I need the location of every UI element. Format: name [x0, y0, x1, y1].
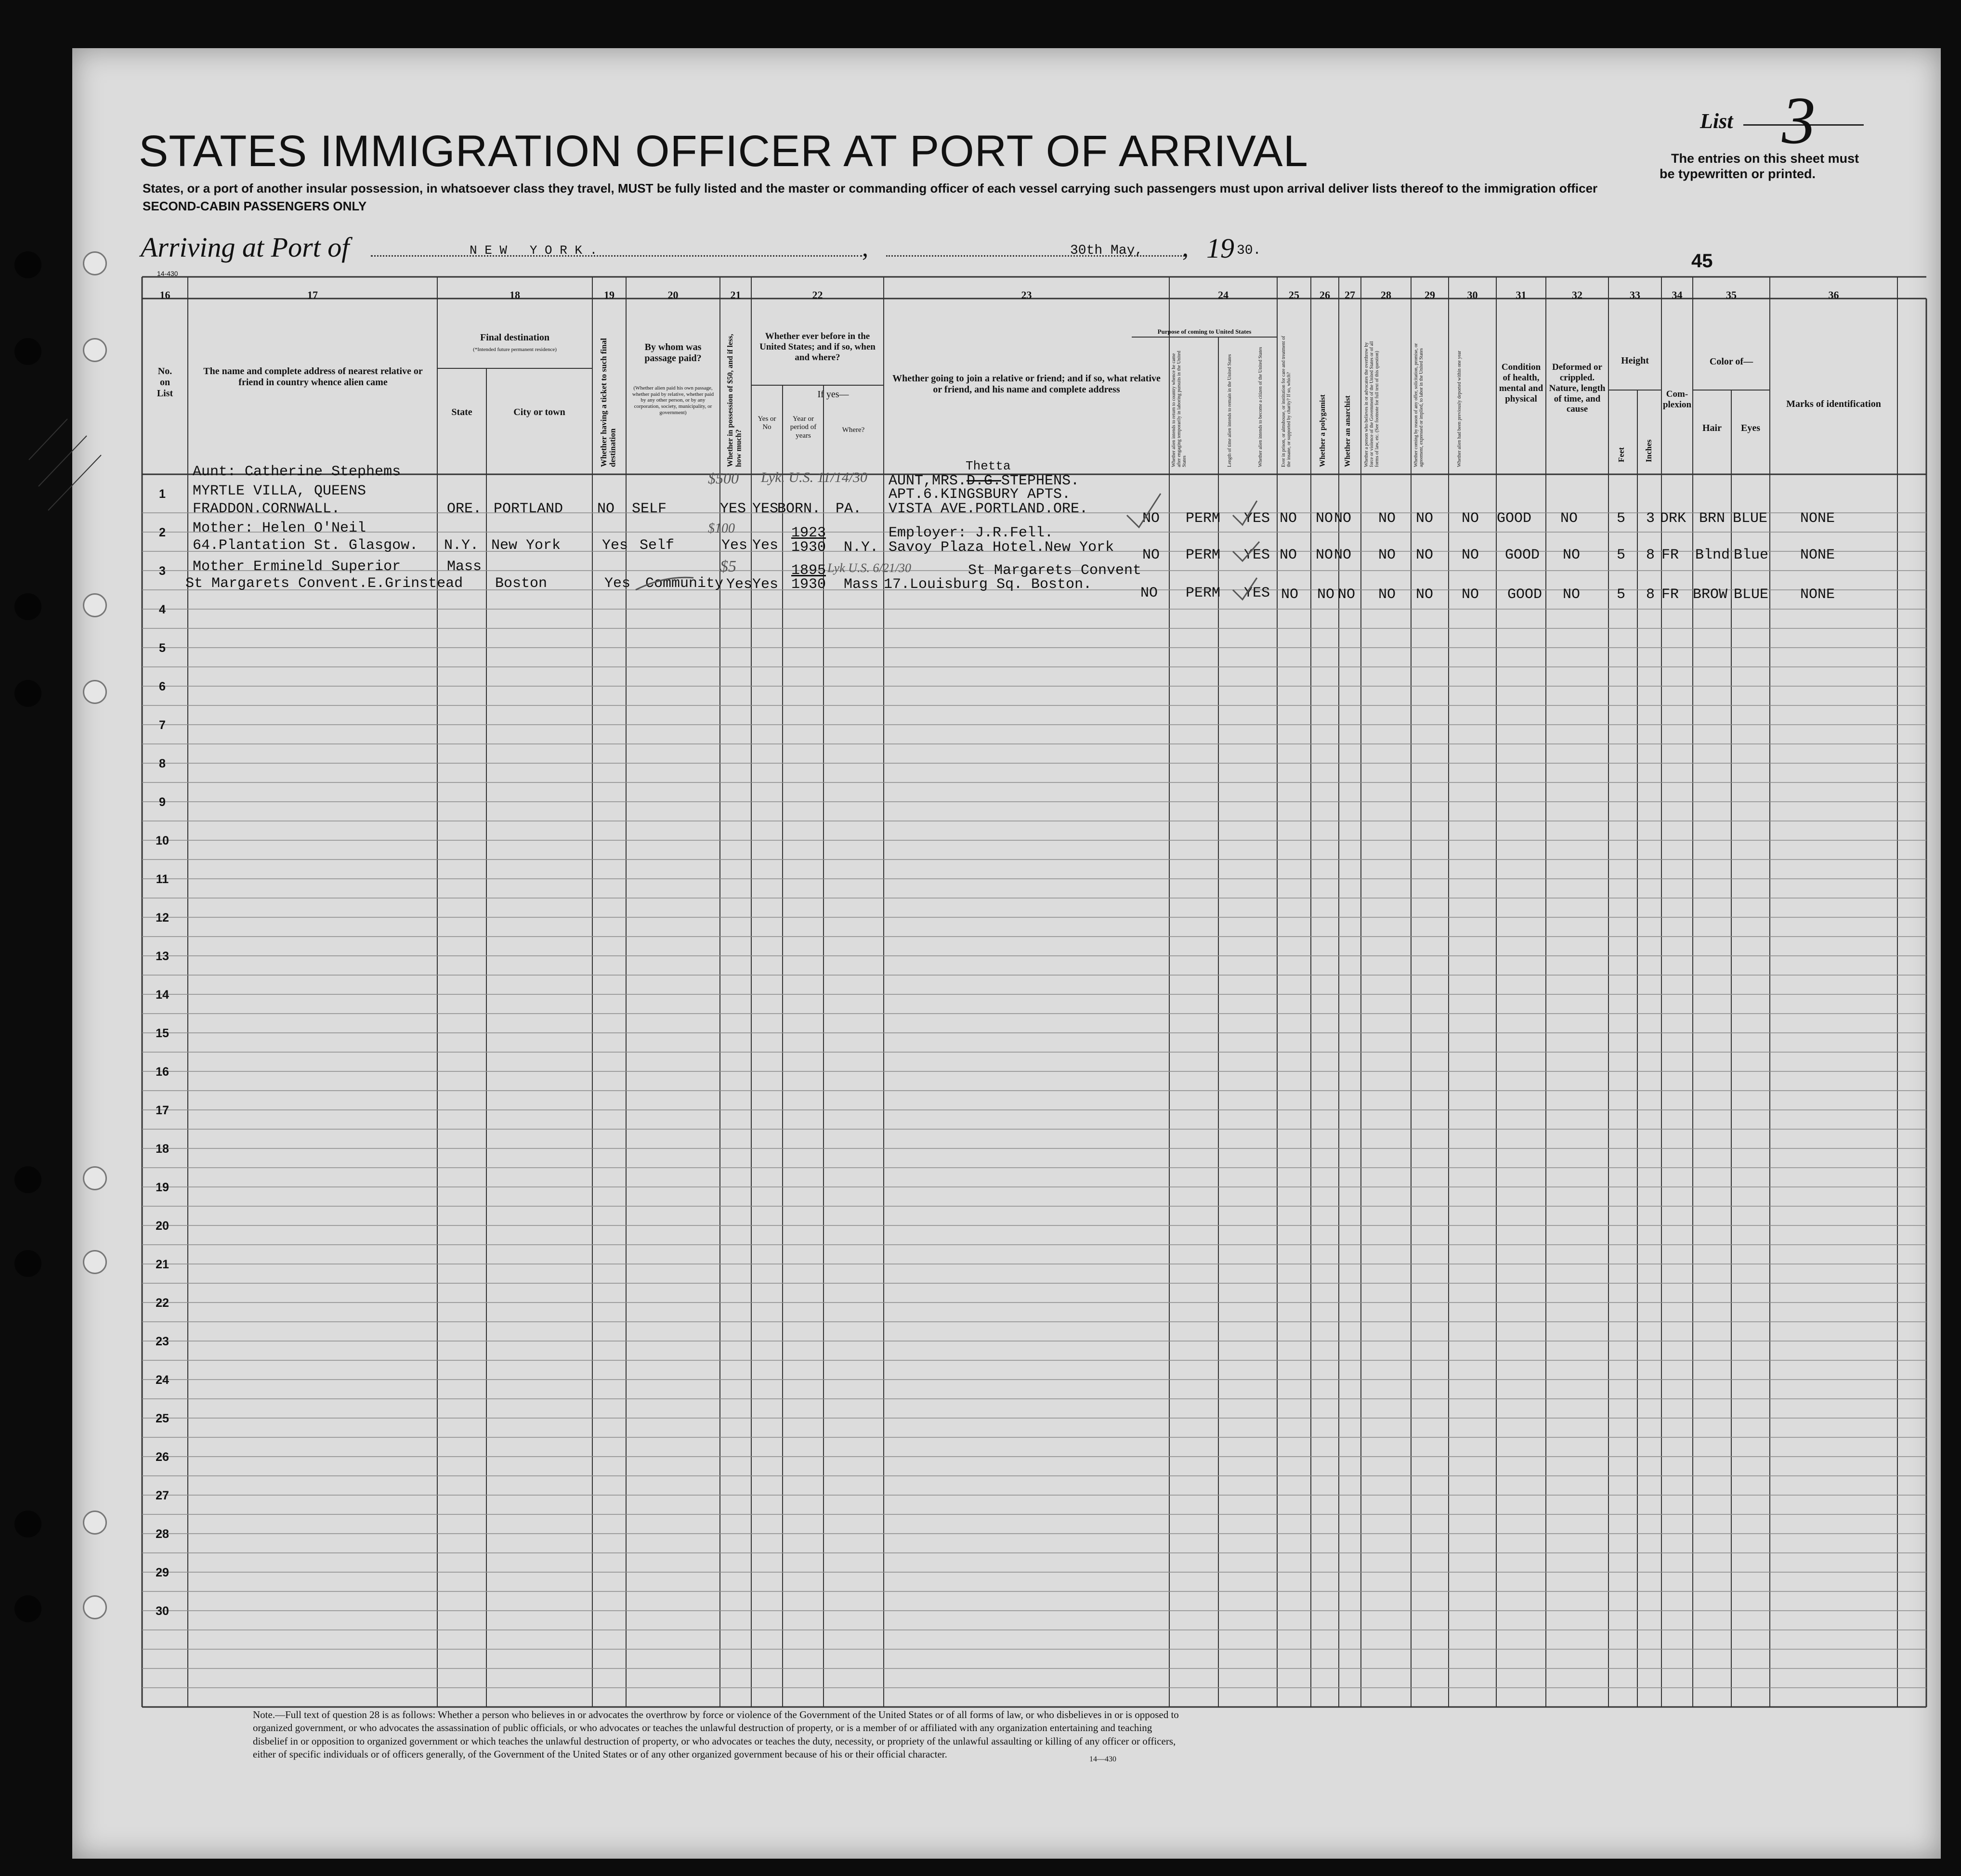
col-33-inches: Inches: [1644, 439, 1653, 462]
row-number: 29: [156, 1566, 169, 1579]
col-num-26: 26: [1320, 289, 1330, 301]
row-number: 21: [156, 1258, 169, 1271]
entry-3-eyes: BLUE: [1734, 586, 1769, 603]
col-22-yes-no: Yes or No: [758, 415, 776, 431]
entry-2-ticket: Yes: [602, 537, 628, 554]
entry-1-q29: NO: [1416, 510, 1434, 527]
entry-2-before-where: N.Y.: [844, 539, 879, 556]
col-18-city: City or town: [513, 407, 565, 417]
entry-3-join-line1: St Margarets Convent: [968, 562, 1142, 579]
col-num-30: 30: [1467, 289, 1478, 301]
sheet-number: 45: [1691, 250, 1713, 272]
col-27-label: Whether an anarchist: [1344, 395, 1352, 467]
row-number: 11: [156, 873, 169, 886]
entry-1-join-line1: AUNT,MRS.D.G.STEPHENS.: [889, 473, 1080, 489]
col-num-35: 35: [1726, 289, 1737, 301]
comma: ,: [1182, 234, 1189, 262]
entry-2-q29: NO: [1416, 547, 1434, 563]
entry-2-length: PERM: [1186, 547, 1221, 563]
entry-1-q26: NO: [1316, 510, 1333, 527]
entry-1-state: ORE.: [447, 501, 482, 517]
entry-2-passage-paid: Self: [640, 537, 675, 554]
col-22-where: Where?: [842, 426, 865, 434]
entry-3-money: Yes: [726, 576, 753, 593]
col-35-hair: Hair: [1702, 423, 1722, 433]
col-num-33: 33: [1630, 289, 1640, 301]
entry-1-hair: BRN: [1699, 510, 1726, 527]
port-value: N E W Y O R K .: [470, 243, 598, 258]
entry-2-deformed: NO: [1563, 547, 1581, 563]
row-number: 1: [159, 487, 166, 501]
entry-2-citizen: YES: [1244, 547, 1270, 563]
col-num-36: 36: [1828, 289, 1839, 301]
col-35-eyes: Eyes: [1741, 423, 1760, 433]
entry-2-complexion: FR: [1661, 547, 1679, 563]
pencil-amount-3: $5: [720, 558, 736, 575]
entry-3-relative-line2: St Margarets Convent.E.Grinstead: [185, 575, 463, 592]
row-number: 7: [159, 718, 166, 732]
entry-2-city: New York: [491, 537, 561, 554]
row-number: 20: [156, 1219, 169, 1233]
row-number: 17: [156, 1104, 169, 1117]
entry-2-before: Yes: [752, 537, 779, 554]
row-number: 4: [159, 603, 166, 616]
col-35-label: Color of—: [1709, 356, 1753, 367]
entry-1-complexion: DRK: [1660, 510, 1686, 527]
year-prefix: 19: [1206, 233, 1234, 264]
col-num-16: 16: [159, 289, 170, 301]
entry-2-state: N.Y.: [444, 537, 479, 554]
col-num-17: 17: [307, 289, 318, 301]
entry-2-inches: 8: [1646, 547, 1655, 563]
entry-1-eyes: BLUE: [1733, 510, 1768, 527]
row-number: 2: [159, 526, 166, 539]
entry-2-join-line2: Savoy Plaza Hotel.New York: [889, 539, 1114, 556]
entry-1-money: YES: [720, 501, 746, 517]
entry-3-join-line2: 17.Louisburg Sq. Boston.: [884, 576, 1092, 593]
col-num-27: 27: [1345, 289, 1355, 301]
col-num-31: 31: [1516, 289, 1527, 301]
entry-2-q26: NO: [1316, 547, 1333, 563]
pencil-amount-1: $500: [708, 469, 739, 487]
entry-2-q27: NO: [1334, 547, 1352, 563]
entry-2-marks: NONE: [1800, 547, 1835, 563]
form-code: 14-430: [157, 270, 178, 277]
col-28-label: Whether a person who believes in or advocates the overthrow by force or violence of the Government of the United States or of all forms of law, etc. (See footnote for full text of this question): [1364, 341, 1380, 467]
row-number: 8: [159, 757, 166, 770]
comma: ,: [862, 234, 868, 262]
col-num-23: 23: [1021, 289, 1032, 301]
entry-3-deformed: NO: [1563, 586, 1581, 603]
row-number: 12: [156, 911, 169, 925]
row-number: 30: [156, 1604, 169, 1618]
pencil-note-3: Lyk U.S. 6/21/30: [827, 561, 911, 575]
row-number: 22: [156, 1296, 169, 1310]
row-number: 23: [156, 1335, 169, 1348]
row-number: 9: [159, 795, 166, 809]
list-number: 3: [1782, 83, 1816, 158]
pencil-amount-2: $100: [708, 521, 735, 536]
entry-3-complexion: FR: [1661, 586, 1679, 603]
entry-2-relative-line2: 64.Plantation St. Glasgow.: [193, 537, 418, 554]
entry-1-return: NO: [1142, 510, 1160, 527]
entry-3-inches: 8: [1646, 586, 1655, 603]
entry-1-citizen: YES: [1244, 510, 1270, 527]
entry-3-before-where: Mass: [844, 576, 879, 593]
entry-1-q27: NO: [1334, 510, 1352, 527]
col-26-label: Whether a polygamist: [1319, 394, 1327, 467]
entry-1-q28: NO: [1378, 510, 1396, 527]
entry-1-join-line3: VISTA AVE.PORTLAND.ORE.: [889, 501, 1088, 517]
entry-3-length: PERM: [1186, 585, 1221, 601]
entry-3-before-year-1: 1895: [791, 562, 826, 579]
instruction-line-2: be typewritten or printed.: [1660, 167, 1816, 181]
footnote-form-code: 14—430: [1089, 1755, 1116, 1763]
row-number: 19: [156, 1181, 169, 1194]
col-17-label: The name and complete address of nearest relative or friend in country whence alien came: [203, 366, 423, 388]
col-18-label: Final destination: [480, 332, 549, 343]
entry-1-inches: 3: [1646, 510, 1655, 527]
entry-1-feet: 5: [1617, 510, 1626, 527]
entry-3-q25: NO: [1281, 586, 1299, 603]
entry-2-relative-line1: Mother: Helen O'Neil: [193, 520, 366, 536]
col-20-sub: (Whether alien paid his own passage, whether paid by relative, whether paid by any other person, or by any corporation, society, municipality, or government): [632, 385, 714, 416]
pencil-note-1: Lyk. U.S. 11/14/30: [761, 469, 868, 485]
entry-2-before-year-2: 1930: [791, 539, 826, 556]
col-num-21: 21: [730, 289, 741, 301]
col-31-label: Condition of health, mental and physical: [1499, 362, 1543, 404]
entry-1-marks: NONE: [1800, 510, 1835, 527]
entry-3-return: NO: [1140, 585, 1158, 601]
entry-2-health: GOOD: [1505, 547, 1540, 563]
col-34-label: Com-plexion: [1662, 389, 1692, 410]
col-22-label: Whether ever before in the United States; and if so, when and where?: [759, 331, 876, 363]
entry-2-q25: NO: [1280, 547, 1297, 563]
col-num-22: 22: [812, 289, 823, 301]
entry-3-marks: NONE: [1800, 586, 1835, 603]
entry-1-ticket: NO: [597, 501, 615, 517]
col-29-label: Whether coming by reason of any offer, solicitation, promise, or agreement, expressed or implied, to labor in the United States: [1413, 343, 1424, 467]
col-24-b: Length of time alien intends to remain in the United States: [1227, 354, 1232, 467]
col-36-label: Marks of identification: [1786, 399, 1881, 409]
row-number: 18: [156, 1142, 169, 1156]
entry-3-ticket: Yes: [604, 575, 631, 592]
entry-2-return: NO: [1142, 547, 1160, 563]
entry-1-join-line2: APT.6.KINGSBURY APTS.: [889, 486, 1071, 503]
class-line: SECOND-CABIN PASSENGERS ONLY: [143, 199, 367, 213]
col-num-19: 19: [604, 289, 614, 301]
row-number: 28: [156, 1527, 169, 1541]
entry-3-health: GOOD: [1507, 586, 1543, 603]
col-18-sub: (*Intended future permanent residence): [473, 347, 557, 352]
entry-2-before-year-1: 1923: [791, 525, 826, 541]
entry-1-deformed: NO: [1560, 510, 1578, 527]
col-24-c: Whether alien intends to become a citizen of the United States: [1258, 347, 1263, 467]
col-30-label: Whether alien had been previously deported within one year: [1457, 351, 1462, 467]
row-number: 3: [159, 564, 166, 578]
col-num-28: 28: [1381, 289, 1391, 301]
col-22-if-yes: If yes—: [817, 389, 849, 400]
col-num-18: 18: [510, 289, 520, 301]
col-num-32: 32: [1572, 289, 1582, 301]
header-subtitle: States, or a port of another insular possession, in whatsoever class they travel, MUST be fully listed and the master or commanding officer of each vessel carrying such passengers must upon arrival deliver lists thereof to the immigration officer: [143, 181, 1598, 195]
entry-3-q27: NO: [1338, 586, 1356, 603]
entry-1-relative-line2: MYRTLE VILLA, QUEENS: [193, 483, 366, 499]
entry-1-before-where: PA.: [836, 501, 862, 517]
row-number: 16: [156, 1065, 169, 1079]
entry-1-relative-line3: FRADDON.CORNWALL.: [193, 501, 340, 517]
entry-1-q30: NO: [1462, 510, 1479, 527]
col-19-label: Whether having a ticket to such final destination: [599, 338, 617, 467]
entry-3-relative-line1: Mother Ermineld Superior: [193, 559, 401, 575]
entry-2-hair: Blnd: [1695, 547, 1730, 563]
entry-2-join-line1: Employer: J.R.Fell.: [889, 525, 1054, 541]
list-label: List: [1700, 109, 1733, 133]
entry-1-city: PORTLAND: [494, 501, 563, 517]
entry-2-money: Yes: [721, 537, 748, 554]
col-22-year: Year or period of years: [790, 415, 817, 440]
entry-1-passage-paid: SELF: [632, 501, 667, 517]
col-num-29: 29: [1425, 289, 1435, 301]
col-num-34: 34: [1672, 289, 1683, 301]
entry-3-q28: NO: [1378, 586, 1396, 603]
col-20-label: By whom was passage paid?: [644, 342, 702, 364]
col-24-label: Purpose of coming to United States: [1157, 328, 1252, 335]
col-18-state: State: [451, 407, 472, 417]
entry-1-before: YES: [752, 501, 779, 517]
entry-3-hair: BROW: [1693, 586, 1728, 603]
col-21-label: Whether in possession of $50, and if less, how much?: [726, 334, 743, 467]
row-number: 26: [156, 1450, 169, 1464]
col-25-label: Ever in prison, or almshouse, or institution for care and treatment of the insane, or supported by charity? If so, which?: [1281, 336, 1292, 467]
row-number: 14: [156, 988, 169, 1002]
row-number: 13: [156, 950, 169, 963]
row-number: 25: [156, 1412, 169, 1425]
entry-3-passage-paid: Community: [645, 575, 724, 592]
entry-2-q28: NO: [1378, 547, 1396, 563]
entry-3-q26: NO: [1317, 586, 1335, 603]
col-num-20: 20: [667, 289, 679, 301]
page-title: STATES IMMIGRATION OFFICER AT PORT OF ARRIVAL: [139, 127, 1308, 176]
entry-3-city: Boston: [495, 575, 548, 592]
col-33-feet: Feet: [1617, 447, 1626, 462]
footnote-text: Note.—Full text of question 28 is as follows: Whether a person who believes in or advocates the overthrow by force or violence of the Government of the United States or of all forms of law, or who disbelieves in or is opposed to organized government, or who advocates the assassination of public officials, or who advocates or teaches the unlawful destruction of property, or is a member of or affiliated with any organization entertaining and teaching disbelief in or opposition to organized government or which teaches the unlawful destruction of property, or who advocates or teaches the duty, necessity, or propriety of the unlawful assaulting or killing of any officer or officers, either of specific individuals or of officers generally, of the Government of the United States or of any other organized government because of his or their official character.: [253, 1709, 1179, 1760]
entry-3-q30: NO: [1462, 586, 1479, 603]
col-32-label: Deformed or crippled. Nature, length of time, and cause: [1549, 362, 1606, 415]
entry-2-q30: NO: [1462, 547, 1479, 563]
entry-3-before: Yes: [752, 576, 779, 593]
entry-3-state: Mass: [447, 559, 482, 575]
entry-1-join-handwritten: Thetta: [966, 459, 1011, 473]
row-number: 5: [159, 641, 166, 655]
col-23-label: Whether going to join a relative or friend; and if so, what relative or friend, and his name and complete address: [892, 373, 1161, 395]
entry-1-length: PERM: [1186, 510, 1221, 527]
year-suffix: 30.: [1237, 243, 1261, 258]
entry-1-health: GOOD: [1497, 510, 1532, 527]
entry-2-eyes: Blue: [1734, 547, 1769, 563]
entry-3-feet: 5: [1617, 586, 1626, 603]
entry-3-before-year-2: 1930: [791, 576, 826, 593]
col-num-25: 25: [1289, 289, 1299, 301]
col-num-24: 24: [1218, 289, 1229, 301]
col-24-a: Whether alien intends to return to country whence he came after engaging temporarily in laboring pursuits in the United States: [1171, 351, 1187, 467]
entry-1-relative-line1: Aunt: Catherine Stephems: [193, 464, 401, 480]
entry-1-before-year: BORN.: [777, 501, 821, 517]
row-number: 15: [156, 1027, 169, 1040]
date-value: 30th May,: [1070, 243, 1143, 258]
entry-3-q29: NO: [1416, 586, 1434, 603]
col-16-label: No. on List: [157, 366, 173, 399]
row-number: 6: [159, 680, 166, 693]
arriving-label: Arriving at Port of: [141, 232, 350, 263]
row-number: 27: [156, 1489, 169, 1502]
instruction-line-1: The entries on this sheet must: [1671, 151, 1859, 166]
row-number: 24: [156, 1373, 169, 1387]
row-number: 10: [156, 834, 169, 847]
col-33-label: Height: [1621, 355, 1649, 366]
entry-2-feet: 5: [1617, 547, 1626, 563]
entry-3-citizen: YES: [1244, 585, 1270, 601]
entry-1-q25: NO: [1280, 510, 1297, 527]
